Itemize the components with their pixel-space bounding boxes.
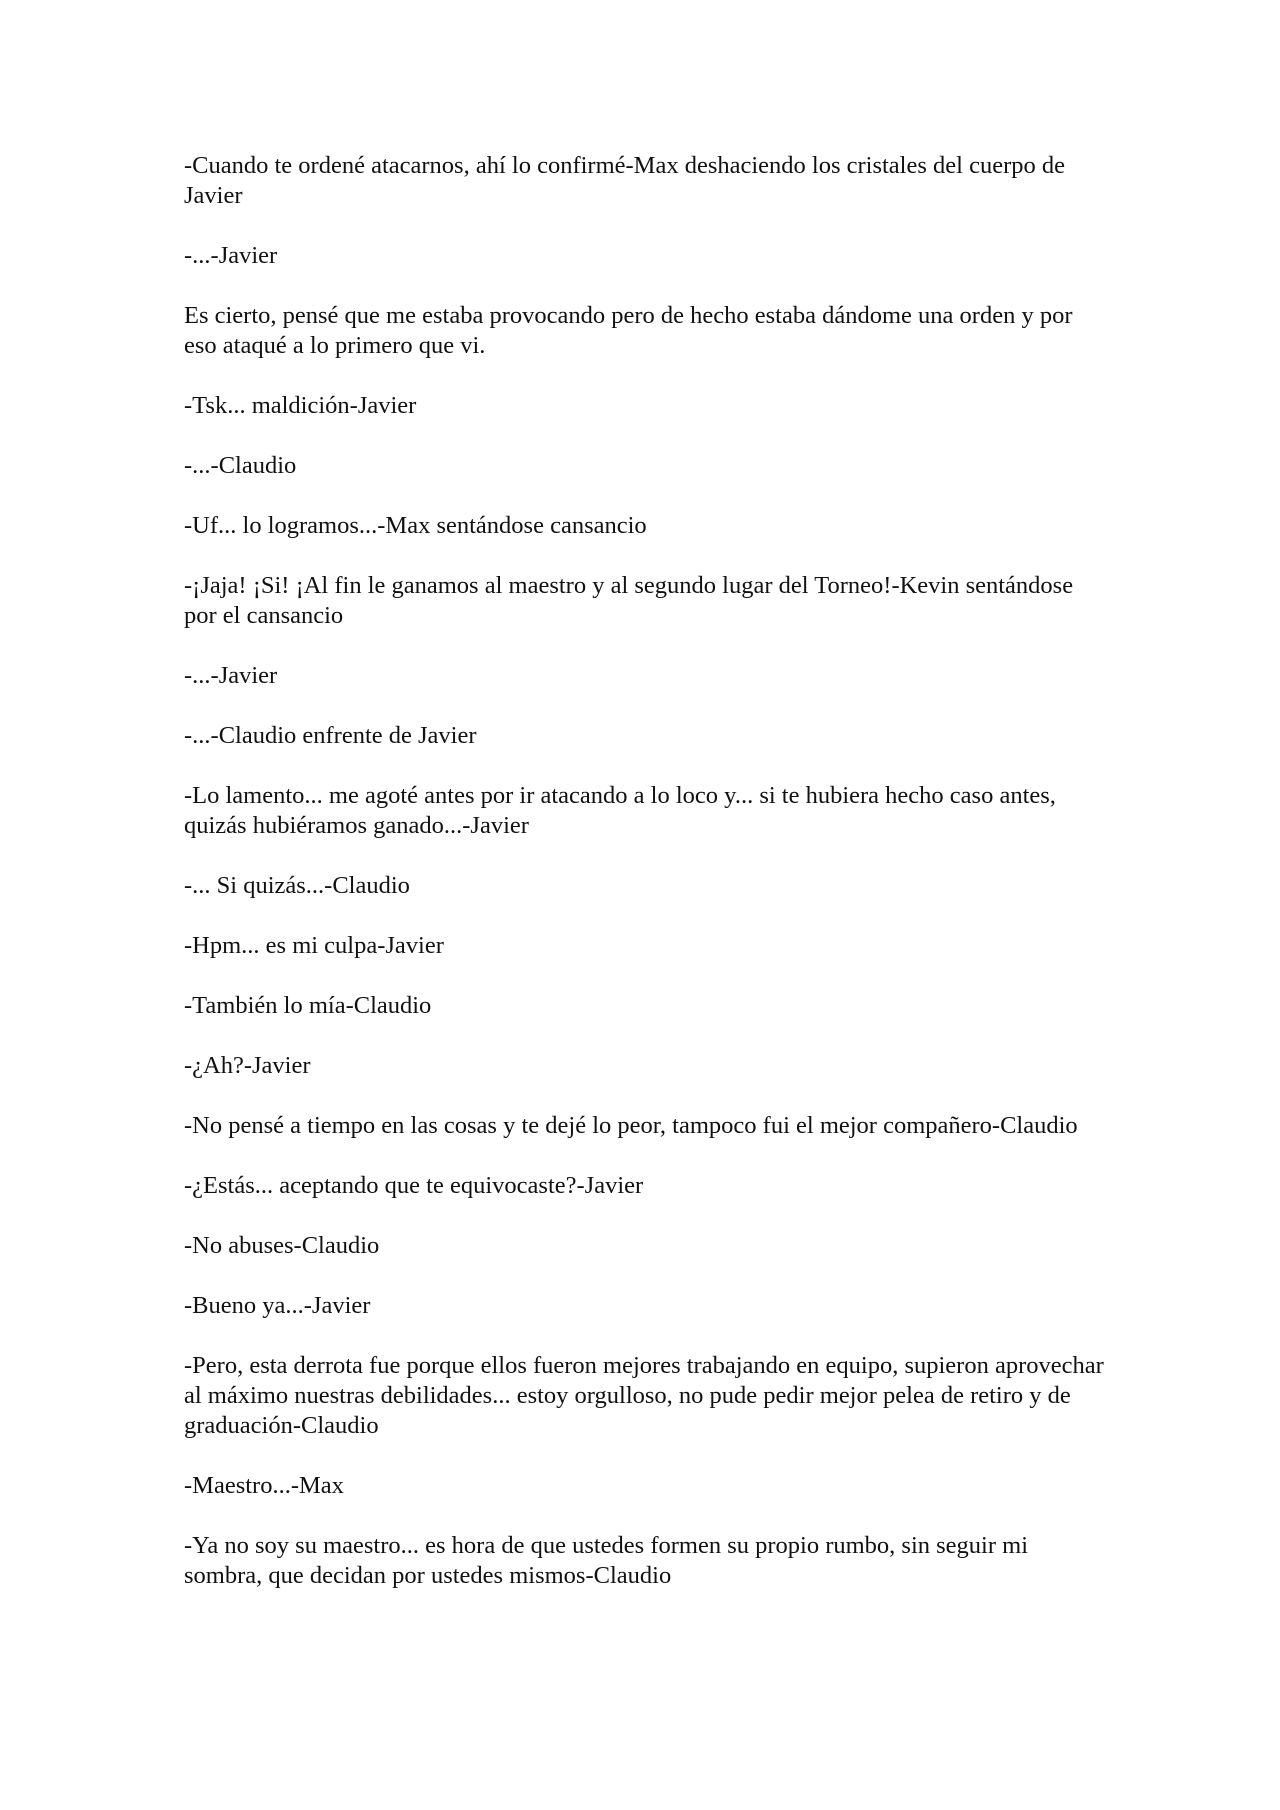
paragraph: -Hpm... es mi culpa-Javier <box>184 932 444 959</box>
paragraph: -¿Ah?-Javier <box>184 1052 311 1079</box>
paragraph: -Lo lamento... me agoté antes por ir atacando a lo loco y... si te hubiera hecho caso antes, quizás hubiéramos ganado...-Javier <box>184 782 1056 839</box>
paragraph: -Pero, esta derrota fue porque ellos fueron mejores trabajando en equipo, supieron aprovechar al máximo nuestras debilidades... estoy orgulloso, no pude pedir mejor pelea de retiro y de graduación-Claudio <box>184 1352 1104 1439</box>
paragraph: -Cuando te ordené atacarnos, ahí lo confirmé-Max deshaciendo los cristales del cuerpo de Javier <box>184 152 1065 209</box>
paragraph: -...-Claudio <box>184 452 297 479</box>
paragraph: -...-Javier <box>184 662 278 689</box>
paragraph: -...-Claudio enfrente de Javier <box>184 722 477 749</box>
paragraph: -También lo mía-Claudio <box>184 992 432 1019</box>
paragraph: -No pensé a tiempo en las cosas y te dejé lo peor, tampoco fui el mejor compañero-Claudio <box>184 1112 1078 1139</box>
paragraph: -¿Estás... aceptando que te equivocaste?-Javier <box>184 1172 644 1199</box>
paragraph: -Tsk... maldición-Javier <box>184 392 417 419</box>
paragraph: -Bueno ya...-Javier <box>184 1292 371 1319</box>
paragraph: -... Si quizás...-Claudio <box>184 872 410 899</box>
paragraph: Es cierto, pensé que me estaba provocando pero de hecho estaba dándome una orden y por eso ataqué a lo primero que vi. <box>184 302 1073 359</box>
paragraph: -...-Javier <box>184 242 278 269</box>
paragraph: -No abuses-Claudio <box>184 1232 380 1259</box>
document-body <box>184 151 1104 1621</box>
paragraph: -Maestro...-Max <box>184 1472 344 1499</box>
paragraph: -¡Jaja! ¡Si! ¡Al fin le ganamos al maestro y al segundo lugar del Torneo!-Kevin sentándose por el cansancio <box>184 572 1074 629</box>
paragraph: -Ya no soy su maestro... es hora de que ustedes formen su propio rumbo, sin seguir mi sombra, que decidan por ustedes mismos-Claudio <box>184 1532 1029 1589</box>
paragraph: -Uf... lo logramos...-Max sentándose cansancio <box>184 512 647 539</box>
